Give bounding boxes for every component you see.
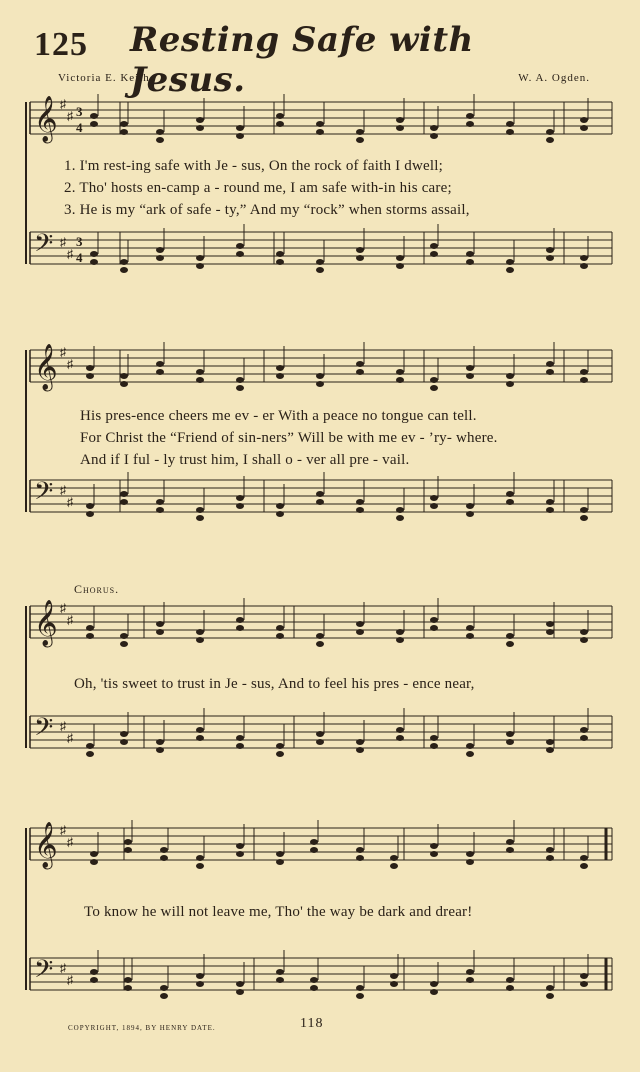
note-head [466,365,474,371]
note-head [196,515,204,521]
note-head [466,859,474,865]
note-head [236,735,244,741]
bass-clef-icon: 𝄢 [34,713,54,748]
note-head [356,255,364,261]
verse-3-line-1: 3. He is my “ark of safe - ty,” And my “rock” when storms assail, [64,202,470,218]
note-head [430,251,438,257]
note-head [316,373,324,379]
sharp-icon: ♯ [60,961,66,975]
note-head [156,621,164,627]
note-head [506,259,514,265]
note-head [124,839,132,845]
note-head [546,499,554,505]
note-head [310,977,318,983]
note-head [316,499,324,505]
verse-2-line-1: 2. Tho' hosts en-camp a - round me, I am safe with-in his care; [64,180,452,196]
note-head [430,735,438,741]
note-head [466,511,474,517]
note-head [196,973,204,979]
copyright-notice: COPYRIGHT, 1894, BY HENRY DATE. [68,1024,216,1032]
note-head [236,851,244,857]
time-signature: 4 [76,250,83,265]
note-head [316,731,324,737]
note-head [90,251,98,257]
note-head [236,125,244,131]
note-head [396,125,404,131]
note-head [430,377,438,383]
bass-clef-icon: 𝄢 [34,477,54,512]
note-head [310,847,318,853]
note-head [236,617,244,623]
note-head [356,507,364,513]
note-head [506,839,514,845]
note-head [236,625,244,631]
note-head [430,981,438,987]
note-head [430,617,438,623]
author-credit: Victoria E. Keith. [58,72,154,84]
note-head [466,633,474,639]
bass-clef-icon: 𝄢 [34,229,54,264]
note-head [430,385,438,391]
note-head [156,739,164,745]
verse-3-line-2: And if I ful - ly trust him, I shall o - ver all pre - vail. [80,452,410,468]
note-head [120,373,128,379]
note-head [160,855,168,861]
time-signature: 3 [76,234,83,249]
note-head [466,743,474,749]
sharp-icon: ♯ [67,109,73,123]
note-head [120,121,128,127]
note-head [430,133,438,139]
note-head [196,629,204,635]
note-head [90,969,98,975]
sharp-icon: ♯ [60,601,66,615]
note-head [86,625,94,631]
note-head [316,129,324,135]
note-head [316,641,324,647]
note-head [466,751,474,757]
note-head [156,255,164,261]
note-head [120,381,128,387]
note-head [580,855,588,861]
time-signature: 4 [76,120,83,135]
note-head [90,113,98,119]
note-head [316,633,324,639]
note-head [396,255,404,261]
note-head [356,985,364,991]
note-head [506,499,514,505]
note-head [546,129,554,135]
note-head [466,625,474,631]
note-head [196,863,204,869]
note-head [160,847,168,853]
note-head [506,633,514,639]
sharp-icon: ♯ [60,483,66,497]
note-head [546,361,554,367]
note-head [580,735,588,741]
note-head [160,985,168,991]
note-head [430,743,438,749]
note-head [156,629,164,635]
note-head [156,247,164,253]
note-head [580,637,588,643]
note-head [276,851,284,857]
note-head [356,993,364,999]
treble-clef-icon: 𝄞 [34,600,58,646]
note-head [356,137,364,143]
note-head [86,511,94,517]
note-head [276,969,284,975]
note-head [236,503,244,509]
note-head [396,629,404,635]
note-head [580,727,588,733]
note-head [90,977,98,983]
note-head [156,361,164,367]
note-head [156,499,164,505]
note-head [276,365,284,371]
note-head [390,981,398,987]
note-head [156,747,164,753]
bass-clef-icon: 𝄢 [34,955,54,990]
note-head [356,247,364,253]
note-head [196,117,204,123]
note-head [90,859,98,865]
note-head [236,981,244,987]
sharp-icon: ♯ [67,835,73,849]
note-head [276,511,284,517]
note-head [356,739,364,745]
note-head [466,121,474,127]
note-head [196,263,204,269]
note-head [546,985,554,991]
note-head [124,985,132,991]
note-head [90,121,98,127]
note-head [356,129,364,135]
note-head [430,243,438,249]
note-head [430,503,438,509]
treble-clef-icon: 𝄞 [34,822,58,868]
note-head [580,377,588,383]
note-head [580,863,588,869]
note-head [276,625,284,631]
note-head [466,259,474,265]
note-head [466,373,474,379]
note-head [356,499,364,505]
note-head [316,381,324,387]
note-head [506,985,514,991]
note-head [120,499,128,505]
note-head [396,515,404,521]
note-head [506,491,514,497]
sharp-icon: ♯ [60,719,66,733]
chorus-line-1: Oh, 'tis sweet to trust in Je - sus, And to feel his pres - ence near, [74,676,475,692]
note-head [86,503,94,509]
note-head [236,743,244,749]
music-system-2 [24,340,618,530]
note-head [156,137,164,143]
hymn-number: 125 [34,26,88,63]
note-head [466,977,474,983]
note-head [356,747,364,753]
note-head [580,117,588,123]
sharp-icon: ♯ [67,247,73,261]
note-head [506,977,514,983]
note-head [396,727,404,733]
note-head [580,515,588,521]
note-head [356,621,364,627]
note-head [546,507,554,513]
treble-clef-icon: 𝄞 [34,344,58,390]
note-head [196,125,204,131]
note-head [546,739,554,745]
note-head [430,495,438,501]
note-head [466,113,474,119]
music-system-3 [24,582,618,782]
note-head [276,633,284,639]
note-head [316,739,324,745]
page-number: 118 [300,1016,324,1031]
note-head [466,251,474,257]
note-head [506,121,514,127]
note-head [86,373,94,379]
note-head [396,507,404,513]
note-head [580,981,588,987]
sharp-icon: ♯ [67,357,73,371]
note-head [506,373,514,379]
hymn-title: Resting Safe with Jesus. [130,20,474,100]
note-head [156,129,164,135]
note-head [396,369,404,375]
note-head [156,369,164,375]
note-head [276,113,284,119]
note-head [430,989,438,995]
note-head [236,251,244,257]
note-head [546,993,554,999]
chorus-line-2: To know he will not leave me, Tho' the way be dark and drear! [84,904,473,920]
note-head [506,129,514,135]
treble-clef-icon: 𝄞 [34,96,58,142]
note-head [506,641,514,647]
note-head [276,503,284,509]
note-head [196,735,204,741]
note-head [236,385,244,391]
composer-credit: W. A. Ogden. [518,72,590,84]
sharp-icon: ♯ [67,613,73,627]
note-head [356,847,364,853]
note-head [196,377,204,383]
verse-1-line-1: 1. I'm rest-ing safe with Je - sus, On the rock of faith I dwell; [64,158,443,174]
note-head [196,507,204,513]
note-head [546,255,554,261]
note-head [196,727,204,733]
note-head [546,629,554,635]
note-head [546,847,554,853]
note-head [86,743,94,749]
note-head [316,259,324,265]
sharp-icon: ♯ [67,731,73,745]
sharp-icon: ♯ [67,495,73,509]
note-head [466,851,474,857]
note-head [356,629,364,635]
note-head [430,851,438,857]
note-head [196,637,204,643]
note-head [86,365,94,371]
note-head [196,981,204,987]
note-head [196,255,204,261]
note-head [430,125,438,131]
note-head [580,629,588,635]
note-head [90,259,98,265]
sharp-icon: ♯ [60,823,66,837]
note-head [430,843,438,849]
sharp-icon: ♯ [60,345,66,359]
note-head [506,267,514,273]
note-head [196,369,204,375]
note-head [120,633,128,639]
note-head [236,495,244,501]
note-head [276,373,284,379]
note-head [236,843,244,849]
note-head [546,747,554,753]
sharp-icon: ♯ [67,973,73,987]
note-head [120,259,128,265]
note-head [466,969,474,975]
note-head [276,859,284,865]
note-head [356,369,364,375]
note-head [506,739,514,745]
note-head [546,369,554,375]
note-head [90,851,98,857]
note-head [546,247,554,253]
system-3-staves [24,596,618,796]
note-head [124,847,132,853]
note-head [546,621,554,627]
note-head [236,243,244,249]
note-head [316,267,324,273]
note-head [120,641,128,647]
note-head [120,731,128,737]
note-head [276,251,284,257]
note-head [310,839,318,845]
verse-2-line-2: For Christ the “Friend of sin-ners” Will be with me ev - ’ry- where. [80,430,498,446]
note-head [236,133,244,139]
note-head [120,129,128,135]
note-head [466,503,474,509]
note-head [390,973,398,979]
note-head [396,637,404,643]
note-head [396,735,404,741]
note-head [120,739,128,745]
note-head [316,121,324,127]
note-head [316,491,324,497]
note-head [396,377,404,383]
note-head [580,125,588,131]
note-head [86,751,94,757]
note-head [276,259,284,265]
verse-1-line-2: His pres-ence cheers me ev - er With a peace no tongue can tell. [80,408,477,424]
music-system-1 [24,92,618,282]
note-head [310,985,318,991]
note-head [546,137,554,143]
note-head [276,121,284,127]
music-system-4 [24,818,618,1008]
sharp-icon: ♯ [60,235,66,249]
chorus-label: Chorus. [74,582,120,596]
note-head [546,855,554,861]
note-head [356,855,364,861]
note-head [196,855,204,861]
note-head [276,751,284,757]
note-head [120,267,128,273]
note-head [506,381,514,387]
note-head [430,625,438,631]
note-head [236,989,244,995]
note-head [276,977,284,983]
note-head [120,491,128,497]
note-head [506,847,514,853]
note-head [390,863,398,869]
note-head [356,361,364,367]
note-head [396,117,404,123]
time-signature: 3 [76,104,83,119]
note-head [160,993,168,999]
note-head [276,743,284,749]
note-head [506,731,514,737]
note-head [580,369,588,375]
note-head [124,977,132,983]
note-head [86,633,94,639]
note-head [580,507,588,513]
note-head [390,855,398,861]
sharp-icon: ♯ [60,97,66,111]
note-head [580,263,588,269]
note-head [236,377,244,383]
note-head [156,507,164,513]
note-head [580,255,588,261]
note-head [580,973,588,979]
note-head [396,263,404,269]
